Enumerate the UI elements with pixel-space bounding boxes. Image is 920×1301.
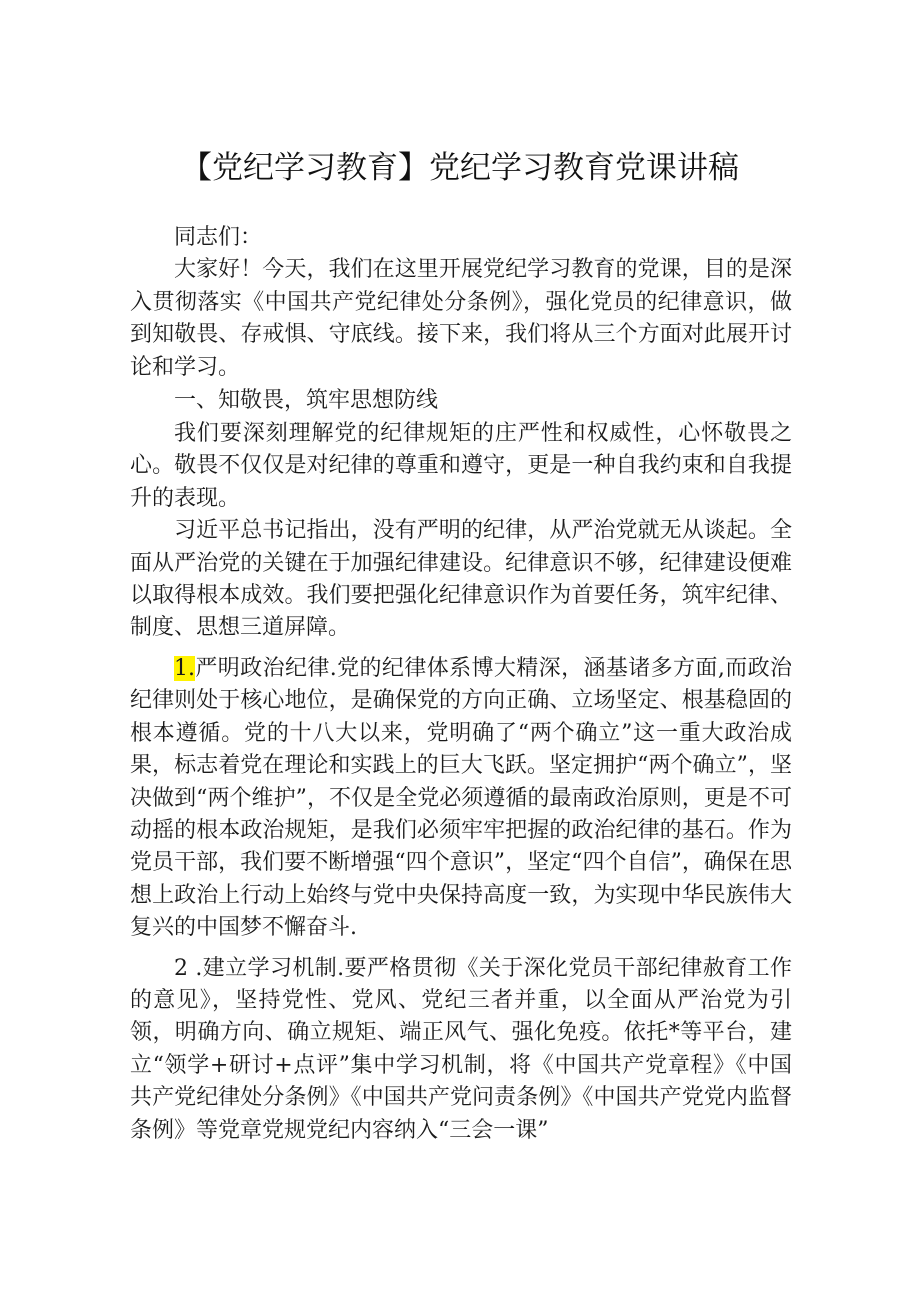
document-title: 【党纪学习教育】党纪学习教育党课讲稿 [181,150,739,186]
highlighted-item-number: 1. [174,655,195,681]
intro-paragraph: 大家好！今天，我们在这里开展党纪学习教育的党课，目的是深入贯彻落实《中国共产党纪律处分条例》，强化党员的纪律意识，做到知敬畏、存戒惧、守底线。接下来，我们将从三个方面对此展开讨论和学习。 [130,257,792,380]
section1-paragraph-2: 习近平总书记指出，没有严明的纪律，从严治党就无从谈起。全面从严治党的关键在于加强纪律建设。纪律意识不够，纪律建设便难以取得根本成效。我们要把强化纪律意识作为首要任务，筑牢纪律、制度、思想三道屏障。 [130,518,792,641]
item-1-text: 严明政治纪律.党的纪律体系博大精深，涵基诸多方面,而政治纪律则处于核心地位，是确保党的方向正确、立场坚定、根基稳固的根本遵循。党的十八大以来，党明确了“两个确立”这一重大政治成果，标志着党在理论和实践上的巨大飞跃。坚定拥护“两个确立”，坚决做到“两个维护”，不仅是全党必须遵循的最南政治原则，更是不可动摇的根本政治规矩，是我们必须牢牢把握的政治纪律的基石。作为党员干部，我们要不断增强“四个意识”，坚定“四个自信”，确保在思想上政治上行动上始终与党中央保持高度一致，为实现中华民族伟大复兴的中国梦不懈奋斗. [130,655,792,941]
section1-item-2: 2 .建立学习机制.要严格贯彻《关于深化党员干部纪律赦育工作的意见》，坚持党性、党风、党纪三者并重，以全面从严治党为引领，明确方向、确立规矩、端正风气、强化免疫。依托*等平台，建立“领学+研讨+点评”集中学习机制，将《中国共产党章程》《中国共产党纪律处分条例》《中国共产党问责条例》《中国共产党党内监督条例》等党章党规党纪内容纳入“三会一课” [130,955,792,1143]
salutation: 同志们： [174,225,263,250]
document-body [130,222,792,1147]
section1-item-1 [130,653,792,945]
section-heading-1: 一、知敬畏，筑牢思想防线 [174,388,439,414]
section1-paragraph-1: 我们要深刻理解党的纪律规矩的庄严性和权威性，心怀敬畏之心。敬畏不仅仅是对纪律的尊重和遵守，更是一种自我约束和自我提升的表现。 [130,421,792,511]
